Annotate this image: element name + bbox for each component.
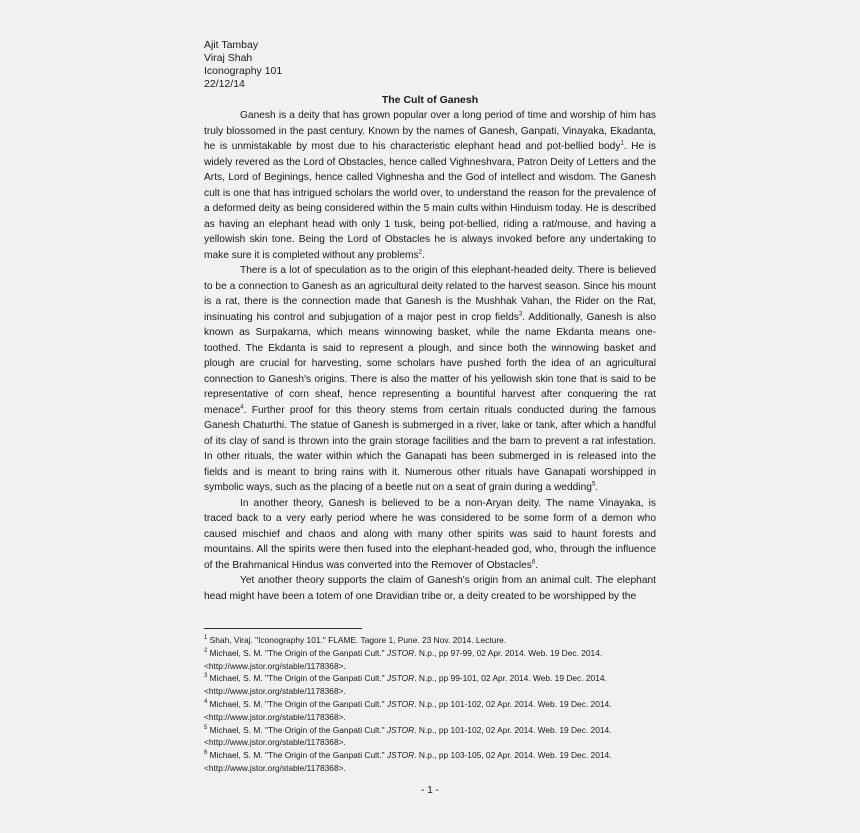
footnote-3: $^3$ Michael, S. M. "The Origin of the Ganpati Cult." JSTOR. N.p., pp 99-101, 02 Apr. 2014. Web. 19 Dec. 2014. <box>204 673 607 684</box>
footnote-ref: 4 <box>240 404 244 411</box>
footnote-4: $^4$ Michael, S. M. "The Origin of the Ganpati Cult." JSTOR. N.p., pp 101-102, 02 Apr. 2014. Web. 19 Dec. 2014. <box>204 698 612 709</box>
author-name: Ajit Tambay <box>204 39 259 51</box>
document-header <box>204 39 282 91</box>
footnote-6-url: <http://www.jstor.org/stable/1178368>. <box>204 762 346 773</box>
page-number: - 1 - <box>421 785 439 796</box>
footnote-6: $^6$ Michael, S. M. "The Origin of the Ganpati Cult." JSTOR. N.p., pp 103-105, 02 Apr. 2014. Web. 19 Dec. 2014. <box>204 750 612 761</box>
footnote-1: $^1$ Shah, Viraj. "Iconography 101." FLAME. Tagore 1, Pune. 23 Nov. 2014. Lecture. <box>204 635 507 645</box>
footnote-4-url: <http://www.jstor.org/stable/1178368>. <box>204 711 346 722</box>
paragraph-2: There is a lot of speculation as to the origin of this elephant-headed deity. There is believed to be a connection to Ganesh as an agricultural deity related to the harvest season. Since his mount is a rat, there is the connection made that Ganesh is the Mushhak Vahan, the Rider on the Rat, insinuating his control and subjugation of a major pest in crop fields$^3$. Additionally, Ganesh is also known as Surpakarna, which means winnowing basket, while the name Ekdanta means one-toothed. The Ekdanta is said to represent a plough, and since both the winnowing basket and plough are crucial for harvesting, some scholars have pushed forth the idea of an agricultural connection to Ganesh's origins. There is also the matter of his yellowish skin tone that is said to be representative of corn sheaf, hence representing a bountiful harvest after conquering the rat menace$^4$. Further proof for this theory stems from certain rituals conducted during the famous Ganesh Chaturthi. The statue of Ganesh is submerged in a river, lake or tank, after which a handful of its clay of sand is thrown into the grain storage facilities and the barn to prevent a rat infestation. In other rituals, the water within which the Ganapati has been submerged in is released into the fields and is meant to bring rains with it. Numerous other rituals have Ganapati worshipped in symbolic ways, such as the placing of a beetle nut on a seat of grain during a wedding$^5$. <box>204 265 656 493</box>
footnote-2: $^2$ Michael, S. M. "The Origin of the Ganpati Cult." JSTOR. N.p., pp 97-99, 02 Apr. 2014. Web. 19 Dec. 2014. <box>204 647 603 658</box>
footnote-3-url: <http://www.jstor.org/stable/1178368>. <box>204 686 346 697</box>
footnote-5: $^5$ Michael, S. M. "The Origin of the Ganpati Cult." JSTOR. N.p., pp 101-102, 02 Apr. 2014. Web. 19 Dec. 2014. <box>204 724 612 735</box>
footnote-ref: 6 <box>531 559 536 566</box>
page-title: The Cult of Ganesh <box>381 94 479 106</box>
paragraph-4: Yet another theory supports the claim of Ganesh's origin from an animal cult. The elephant head might have been a totem of one Dravidian tribe or, a deity created to be worshipped by the <box>204 575 656 602</box>
footnote-divider <box>204 628 362 629</box>
footnote-ref: 1 <box>620 140 624 147</box>
paragraph-1: Ganesh is a deity that has grown popular over a long period of time and worship of him has truly blossomed in the past century. Known by the names of Ganesh, Ganpati, Vinayaka, Ekadanta, he is unmistakable by most due to his characteristic elephant head and pot-bellied body$^1$. He is widely revered as the Lord of Obstacles, hence called Vighneshvara, Patron Deity of Letters and the Arts, Lord of Beginings, hence called Vighnesha and the God of intellect and wisdom. The Ganesh cult is one that has intrigued scholars the world over, to understand the reason for the prevalence of a deformed deity as being considered within the 5 main cults within Hinduism today. He is described as having an elephant head with only 1 tusk, being pot-bellied, riding a rat/mouse, and having a yellowish skin tone. Being the Lord of Obstacles he is always invoked before any undertaking to make sure it is completed without any problems$^2$. <box>204 110 656 261</box>
document-date: 22/12/14 <box>204 78 245 90</box>
footnote-ref: 5 <box>591 481 596 488</box>
footnote-5-url: <http://www.jstor.org/stable/1178368>. <box>204 737 346 748</box>
footnote-2-url: <http://www.jstor.org/stable/1178368>. <box>204 660 346 671</box>
footnote-ref: 3 <box>518 311 523 318</box>
recipient-name: Viraj Shah <box>204 52 253 64</box>
footnotes <box>204 634 656 775</box>
footnote-ref: 2 <box>418 249 422 256</box>
body-text <box>204 108 656 604</box>
course-name: Iconography 101 <box>204 65 283 77</box>
paragraph-3: In another theory, Ganesh is believed to be a non-Aryan deity. The name Vinayaka, is traced back to a very early period where he was considered to be some form of a demon who caused mischief and chaos and along with many other spirits was said to haunt forests and mountains. All the spirits were then fused into the elephant-headed god, who, through the influence of the Brahmanical Hindus was converted into the Remover of Obstacles$^6$. <box>204 497 656 571</box>
